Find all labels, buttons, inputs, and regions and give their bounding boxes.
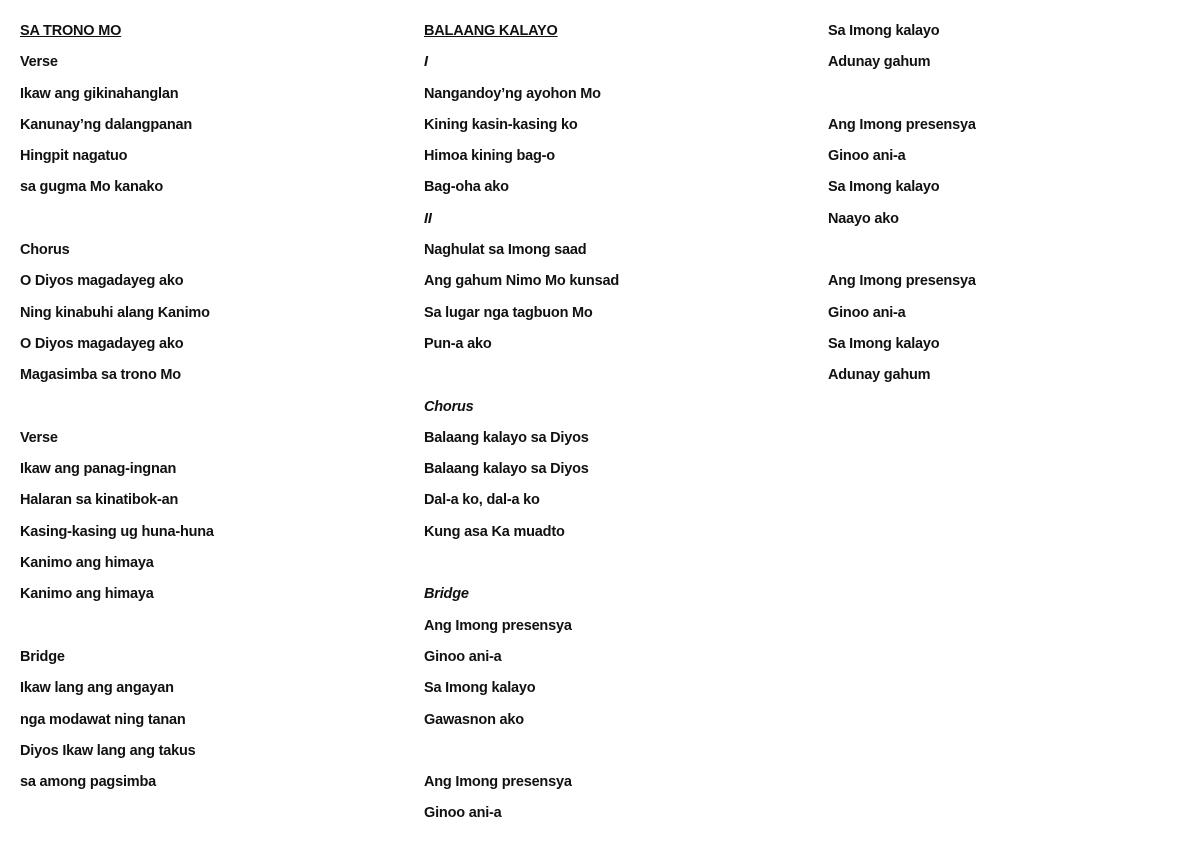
lyric-line: Himoa kining bag-o — [424, 148, 555, 165]
lyric-line: Magasimba sa trono Mo — [20, 367, 181, 384]
lyric-line: Ang Imong presensya — [828, 116, 976, 133]
lyric-line: Ang Imong presensya — [424, 617, 572, 634]
blank-line — [20, 206, 380, 237]
lyric-line: Naghulat sa Imong saad — [424, 242, 587, 259]
lyric-line: Sa Imong kalayo — [828, 23, 940, 39]
lyric-line: Ikaw ang panag-ingnan — [20, 461, 177, 478]
section-label: Chorus — [424, 398, 474, 415]
lyric-line: O Diyos magadayeg ako — [20, 273, 184, 290]
song-balaang-kalayo-continued — [828, 18, 1188, 394]
lyric-line: Adunay gahum — [828, 54, 931, 71]
lyric-line: Kanunay’ng dalangpanan — [20, 116, 193, 133]
lyric-line: Kasing-kasing ug huna-huna — [20, 523, 214, 540]
lyric-line: Naayo ako — [828, 210, 899, 227]
lyric-line: Bag-oha ako — [424, 179, 509, 196]
lyric-line: Ang Imong presensya — [424, 774, 572, 791]
lyric-line: Sa Imong kalayo — [424, 680, 536, 697]
lyric-line: Balaang kalayo sa Diyos — [424, 429, 589, 446]
blank-line — [20, 613, 380, 644]
lyric-line: Ginoo ani-a — [424, 805, 502, 822]
lyric-line: sa gugma Mo kanako — [20, 179, 164, 196]
blank-line — [424, 550, 784, 581]
lyric-line: Hingpit nagatuo — [20, 148, 128, 165]
lyric-line: Dal-a ko, dal-a ko — [424, 492, 540, 509]
lyric-line: Ikaw lang ang angayan — [20, 680, 174, 697]
section-label: Bridge — [424, 586, 469, 603]
lyric-line: Ginoo ani-a — [424, 648, 502, 665]
song-title: SA TRONO MO — [20, 23, 122, 39]
lyric-line: sa among pagsimba — [20, 774, 156, 791]
song-sa-trono-mo — [20, 18, 380, 800]
lyric-line: Ginoo ani-a — [828, 148, 906, 165]
lyric-line: Gawasnon ako — [424, 711, 524, 728]
blank-line — [424, 738, 784, 769]
blank-line — [20, 394, 380, 425]
song-title: BALAANG KALAYO — [424, 23, 558, 39]
blank-line — [424, 362, 784, 393]
lyric-line: Adunay gahum — [828, 367, 931, 384]
section-label: Chorus — [20, 242, 70, 259]
lyric-line: Kining kasin-kasing ko — [424, 116, 578, 133]
section-label: Verse — [20, 54, 58, 71]
section-label: Verse — [20, 429, 58, 446]
lyric-line: Ning kinabuhi alang Kanimo — [20, 304, 210, 321]
lyric-line: Ikaw ang gikinahanglan — [20, 85, 179, 102]
lyric-line: Kanimo ang himaya — [20, 586, 154, 603]
lyric-line: nga modawat ning tanan — [20, 711, 186, 728]
lyric-line: Ang gahum Nimo Mo kunsad — [424, 273, 619, 290]
lyric-line: Ang Imong presensya — [828, 273, 976, 290]
lyric-line: Sa Imong kalayo — [828, 179, 940, 196]
blank-line — [828, 237, 1188, 268]
song-balaang-kalayo — [424, 18, 784, 832]
lyric-line: Balaang kalayo sa Diyos — [424, 461, 589, 478]
lyric-line: Kung asa Ka muadto — [424, 523, 565, 540]
lyric-line: Pun-a ako — [424, 335, 492, 352]
lyric-line: O Diyos magadayeg ako — [20, 335, 184, 352]
lyric-line: Diyos Ikaw lang ang takus — [20, 742, 196, 759]
blank-line — [828, 81, 1188, 112]
section-label: Bridge — [20, 648, 65, 665]
lyric-line: Sa Imong kalayo — [828, 335, 940, 352]
lyric-line: Ginoo ani-a — [828, 304, 906, 321]
section-label: II — [424, 210, 432, 227]
lyric-line: Sa lugar nga tagbuon Mo — [424, 304, 593, 321]
lyric-line: Halaran sa kinatibok-an — [20, 492, 179, 509]
section-label: I — [424, 54, 428, 71]
lyric-line: Nangandoy’ng ayohon Mo — [424, 85, 601, 102]
lyric-line: Kanimo ang himaya — [20, 555, 154, 572]
